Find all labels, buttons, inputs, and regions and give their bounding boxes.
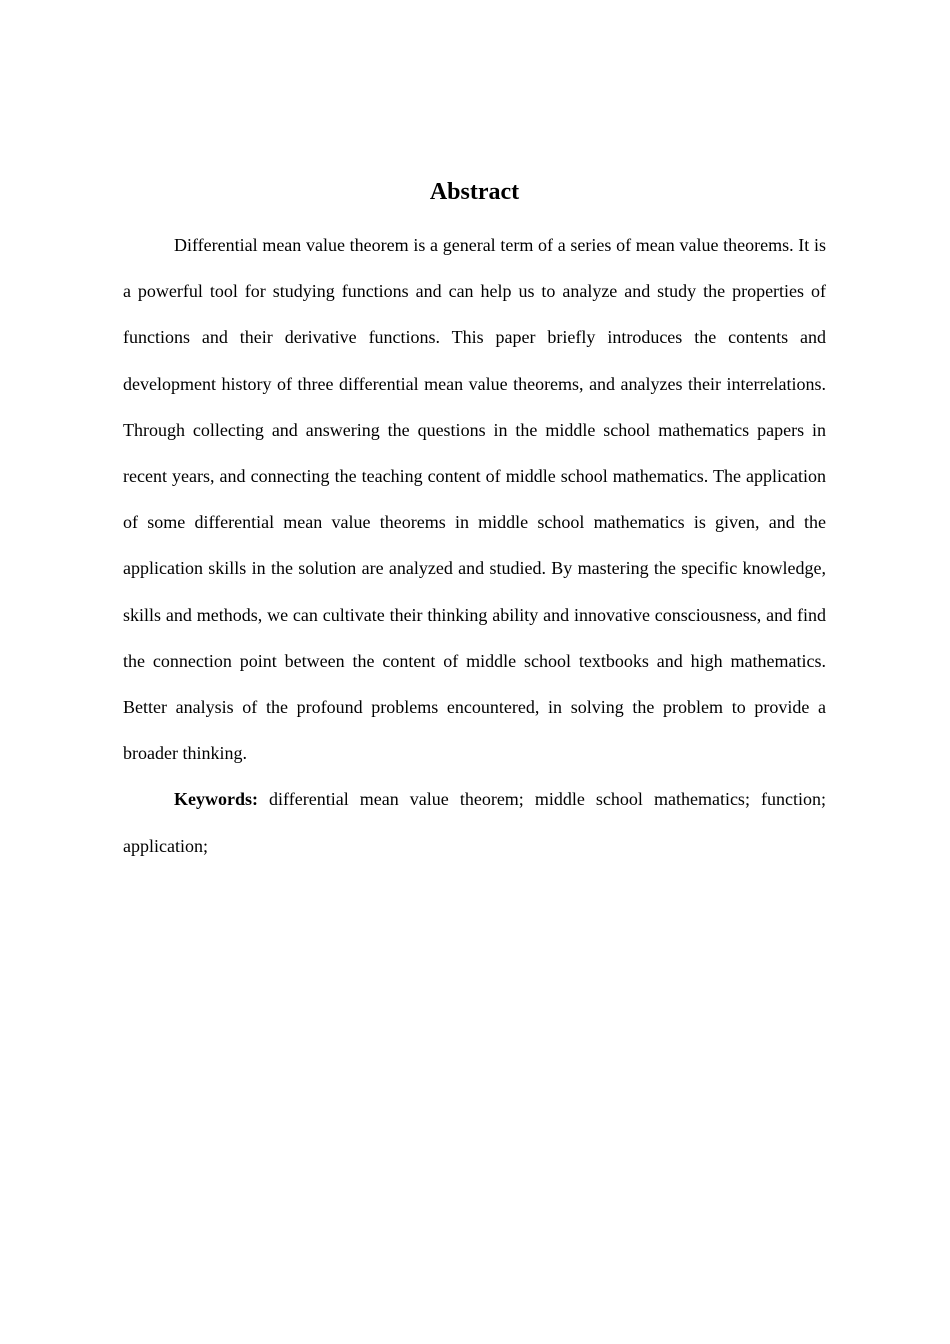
keywords-label: Keywords: bbox=[174, 789, 258, 810]
keywords-paragraph bbox=[123, 776, 826, 868]
keywords-text: differential mean value theorem; middle school mathematics; function; application; bbox=[123, 789, 826, 856]
abstract-section bbox=[123, 176, 826, 869]
abstract-body: Differential mean value theorem is a general term of a series of mean value theorems. It is a powerful tool for studying functions and can help us to analyze and study the properties of functions and their derivative functions. This paper briefly introduces the contents and development history of three differential mean value theorems, and analyzes their interrelations. Through collecting and answering the questions in the middle school mathematics papers in recent years, and connecting the teaching content of middle school mathematics. The application of some differential mean value theorems in middle school mathematics is given, and the application skills in the solution are analyzed and studied. By mastering the specific knowledge, skills and methods, we can cultivate their thinking ability and innovative consciousness, and find the connection point between the content of middle school textbooks and high mathematics. Better analysis of the profound problems encountered, in solving the problem to provide a broader thinking. bbox=[123, 235, 826, 764]
abstract-title: Abstract bbox=[429, 179, 520, 205]
